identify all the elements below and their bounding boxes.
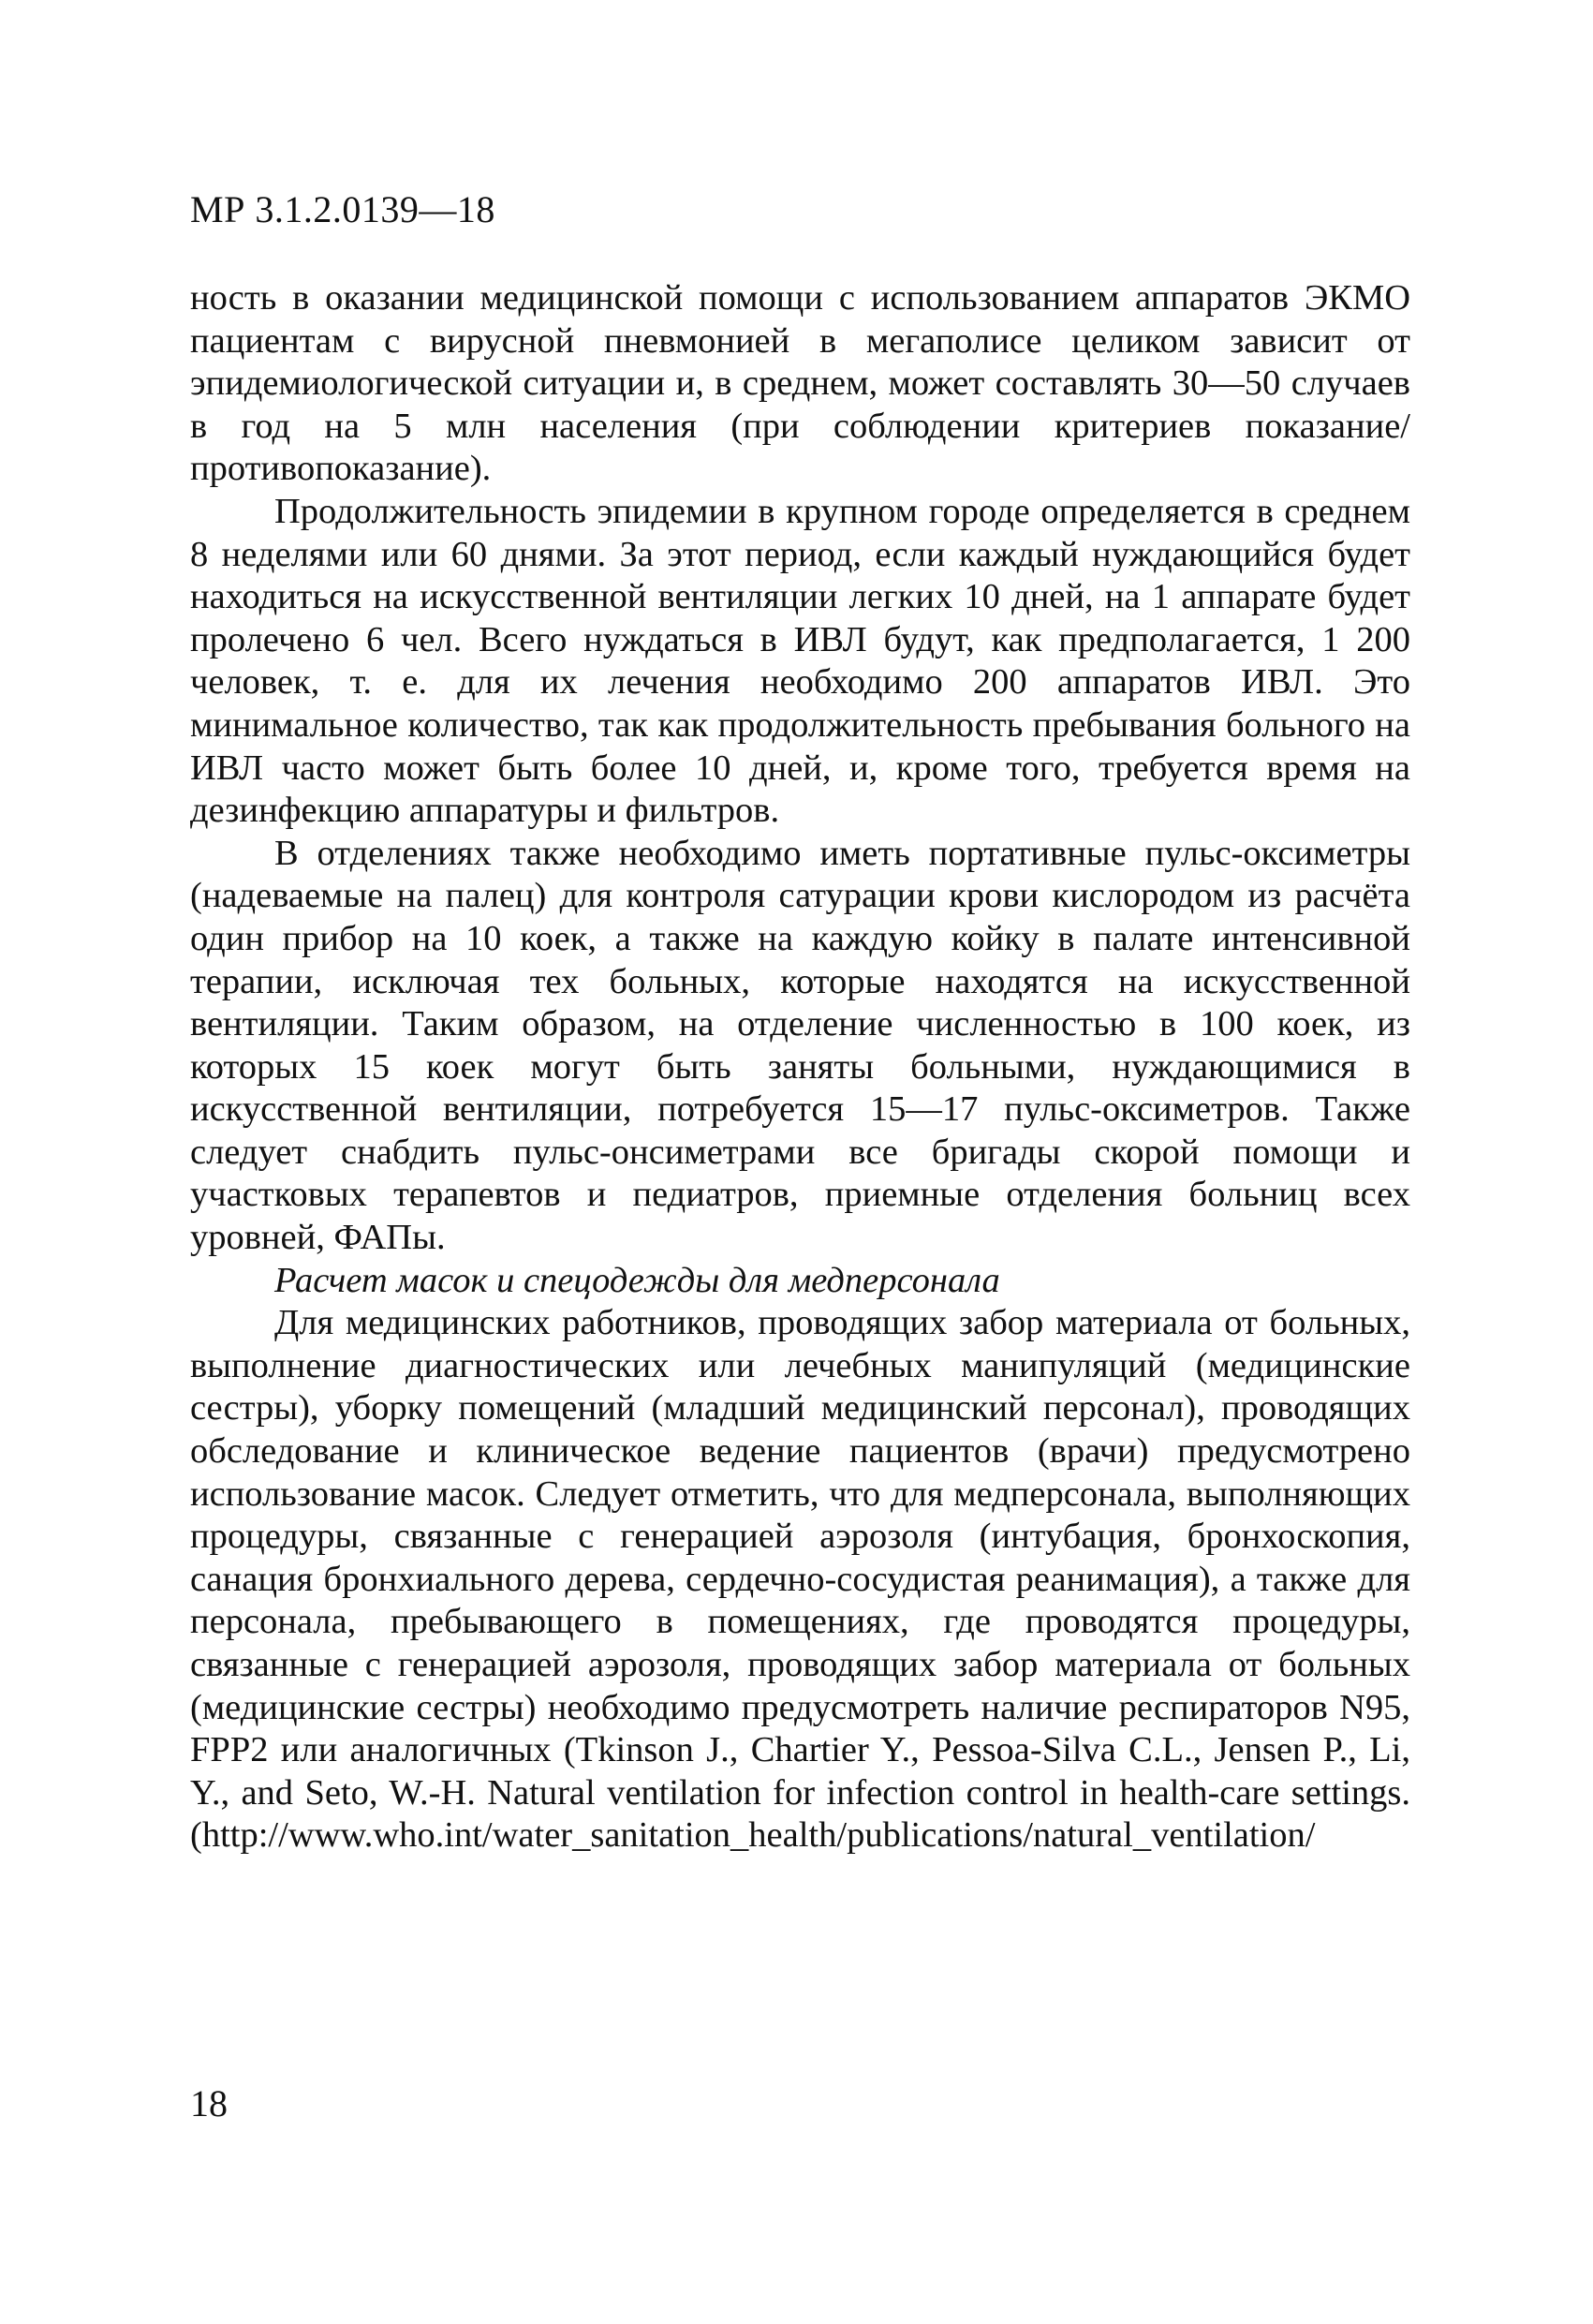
document-code-header: МР 3.1.2.0139—18	[190, 188, 495, 230]
paragraph-epidemic-duration: Продолжительность эпидемии в крупном городе определяется в среднем 8 неделями или 60 днями. За этот период, если каждый нуждающийся будет находиться на искусственной вентиляции легких 10 дней, на 1 аппарате будет пролечено 6 чел. Всего нуждаться в ИВЛ будут, как предполагается, 1 200 человек, т. е. для их лечения необходимо 200 аппаратов ИВЛ. Это минимальное количество, так как продолжительность пребывания больного на ИВЛ часто может быть более 10 дней, и, кроме того, требуется время на дезинфекцию аппаратуры и фильтров.	[190, 491, 1410, 831]
paragraph-masks-and-respirators: Для медицинских работников, проводящих забор материала от больных, выполнение диагностических или лечебных манипуляций (медицинские сестры), уборку помещений (младший медицинский персонал), проводящих обследование и клиническое ведение пациентов (врачи) предусмотрено использование масок. Следует отметить, что для медперсонала, выполняющих процедуры, связанные с генерацией аэрозоля (интубация, бронхоскопия, санация бронхиального дерева, сердечно-сосудистая реанимация), а также для персонала, пребывающего в помещениях, где проводятся процедуры, связанные с генерацией аэрозоля, проводящих забор материала от больных (медицинские сестры) необходимо предусмотреть наличие респираторов N95, FPP2 или аналогичных (Tkinson J., Chartier Y., Pessoa-Silva C.L., Jensen P., Li, Y., and Seto, W.-H. Natural ventilation for infection control in health-care settings. (http://www.who.int/water_sanitation_health/publications/natural_ventilation/	[190, 1303, 1410, 1856]
paragraph-pulse-oximeters: В отделениях также необходимо иметь портативные пульс-оксиметры (надеваемые на палец) для контроля сатурации крови кислородом из расчёта один прибор на 10 коек, а также на каждую койку в палате интенсивной терапии, исключая тех больных, которые находятся на искусственной вентиляции. Таким образом, на отделение численностью в 100 коек, из которых 15 коек могут быть заняты больными, нуждающимися в искусственной вентиляции, потребуется 15—17 пульс-оксиметров. Также следует снабдить пульс-онсиметрами все бригады скорой помощи и участковых терапевтов и педиатров, приемные отделения больниц всех уровней, ФАПы.	[190, 833, 1410, 1258]
document-body	[190, 277, 1410, 1858]
section-subheading: Расчет масок и спецодежды для медперсонала	[274, 1260, 1000, 1300]
paragraph-ecmo-continuation: ность в оказании медицинской помощи с использованием аппаратов ЭКМО пациентам с вирусной пневмонией в мегаполисе целиком зависит от эпидемиологической ситуации и, в среднем, может составлять 30—50 случаев в год на 5 млн населения (при соблюдении критериев показание/противопоказание).	[190, 278, 1410, 489]
page-number: 18	[190, 2082, 228, 2124]
